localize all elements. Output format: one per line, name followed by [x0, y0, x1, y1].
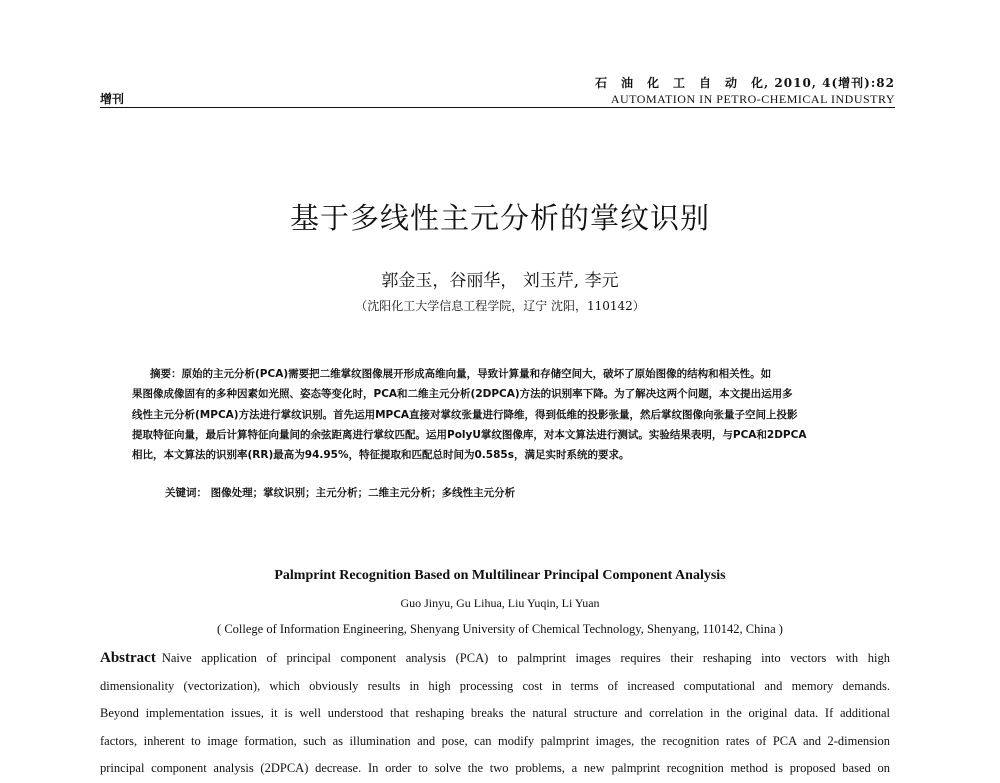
abstract-cn-label: 摘要： — [150, 368, 182, 380]
authors-en: Guo Jinyu, Gu Lihua, Liu Yuqin, Li Yuan — [400, 596, 600, 610]
abstract-cn-line — [132, 364, 877, 384]
abstract-en-line: factors, inherent to image formation, such as illumination and pose, can modify palmprint images, the recognition rates of PCA and 2-dimension — [100, 733, 890, 748]
abstract-en-line: dimensionality (vectorization), which obviously results in high processing cost in terms of increased computational and memory demands. — [100, 678, 890, 693]
journal-citation-cn: 石 油 化 工 自 动 化, 2010, 4(增刊):82 — [595, 76, 895, 90]
abstract-cn-line: 提取特征向量，最后计算特征向量间的余弦距离进行掌纹匹配。运用PolyU掌纹图像库，对本文算法进行测试。实验结果表明，与PCA和2DPCA — [132, 428, 807, 441]
keywords-cn-label: 关键词： — [165, 487, 207, 499]
affiliation-en: ( College of Information Engineering, Shenyang University of Chemical Technology, Shenyang, 110142, China ) — [217, 622, 783, 636]
abstract-cn-line: 线性主元分析(MPCA)方法进行掌纹识别。首先运用MPCA直接对掌纹张量进行降维，得到低维的投影张量，然后掌纹图像向张量子空间上投影 — [132, 408, 798, 421]
keywords-cn-text: 图像处理；掌纹识别；主元分析；二维主元分析；多线性主元分析 — [210, 487, 516, 499]
abstract-cn-line: 相比，本文算法的识别率(RR)最高为94.95%，特征提取和匹配总时间为0.585s，满足实时系统的要求。 — [132, 449, 630, 462]
keywords-cn — [165, 485, 515, 500]
abstract-en-line: Beyond implementation issues, it is well understood that reshaping breaks the natural structure and correlation in the original data. If additional — [100, 706, 890, 720]
journal-name-en: AUTOMATION IN PETRO-CHEMICAL INDUSTRY — [610, 92, 895, 106]
authors-cn: 郭金玉，谷丽华， 刘玉芹, 李元 — [381, 271, 619, 291]
header-supplement-label: 增刊 — [100, 92, 125, 106]
abstract-en-line: principal component analysis (2DPCA) decrease. In order to solve the two problems, a new palmprint recognition method is proposed based on — [100, 761, 890, 775]
abstract-cn — [132, 364, 877, 465]
header-rule — [100, 107, 895, 108]
abstract-en-text: Naive application of principal component analysis (PCA) to palmprint images requires their reshaping into vectors with high — [161, 651, 890, 665]
abstract-cn-line: 果图像成像固有的多种因素如光照、姿态等变化时，PCA和二维主元分析(2DPCA)方法的识别率下降。为了解决这两个问题，本文提出运用多 — [132, 388, 793, 401]
paper-title-cn: 基于多线性主元分析的掌纹识别 — [289, 201, 710, 235]
abstract-en — [100, 645, 890, 783]
affiliation-cn: （沈阳化工大学信息工程学院，辽宁 沈阳，110142） — [355, 299, 645, 313]
abstract-en-line — [100, 645, 890, 673]
abstract-en-label: Abstract — [100, 650, 156, 666]
abstract-cn-text: 原始的主元分析(PCA)需要把二维掌纹图像展开形成高维向量，导致计算量和存储空间大，破坏了原始图像的结构和相关性。如 — [181, 368, 772, 380]
paper-title-en: Palmprint Recognition Based on Multilinear Principal Component Analysis — [274, 568, 726, 583]
